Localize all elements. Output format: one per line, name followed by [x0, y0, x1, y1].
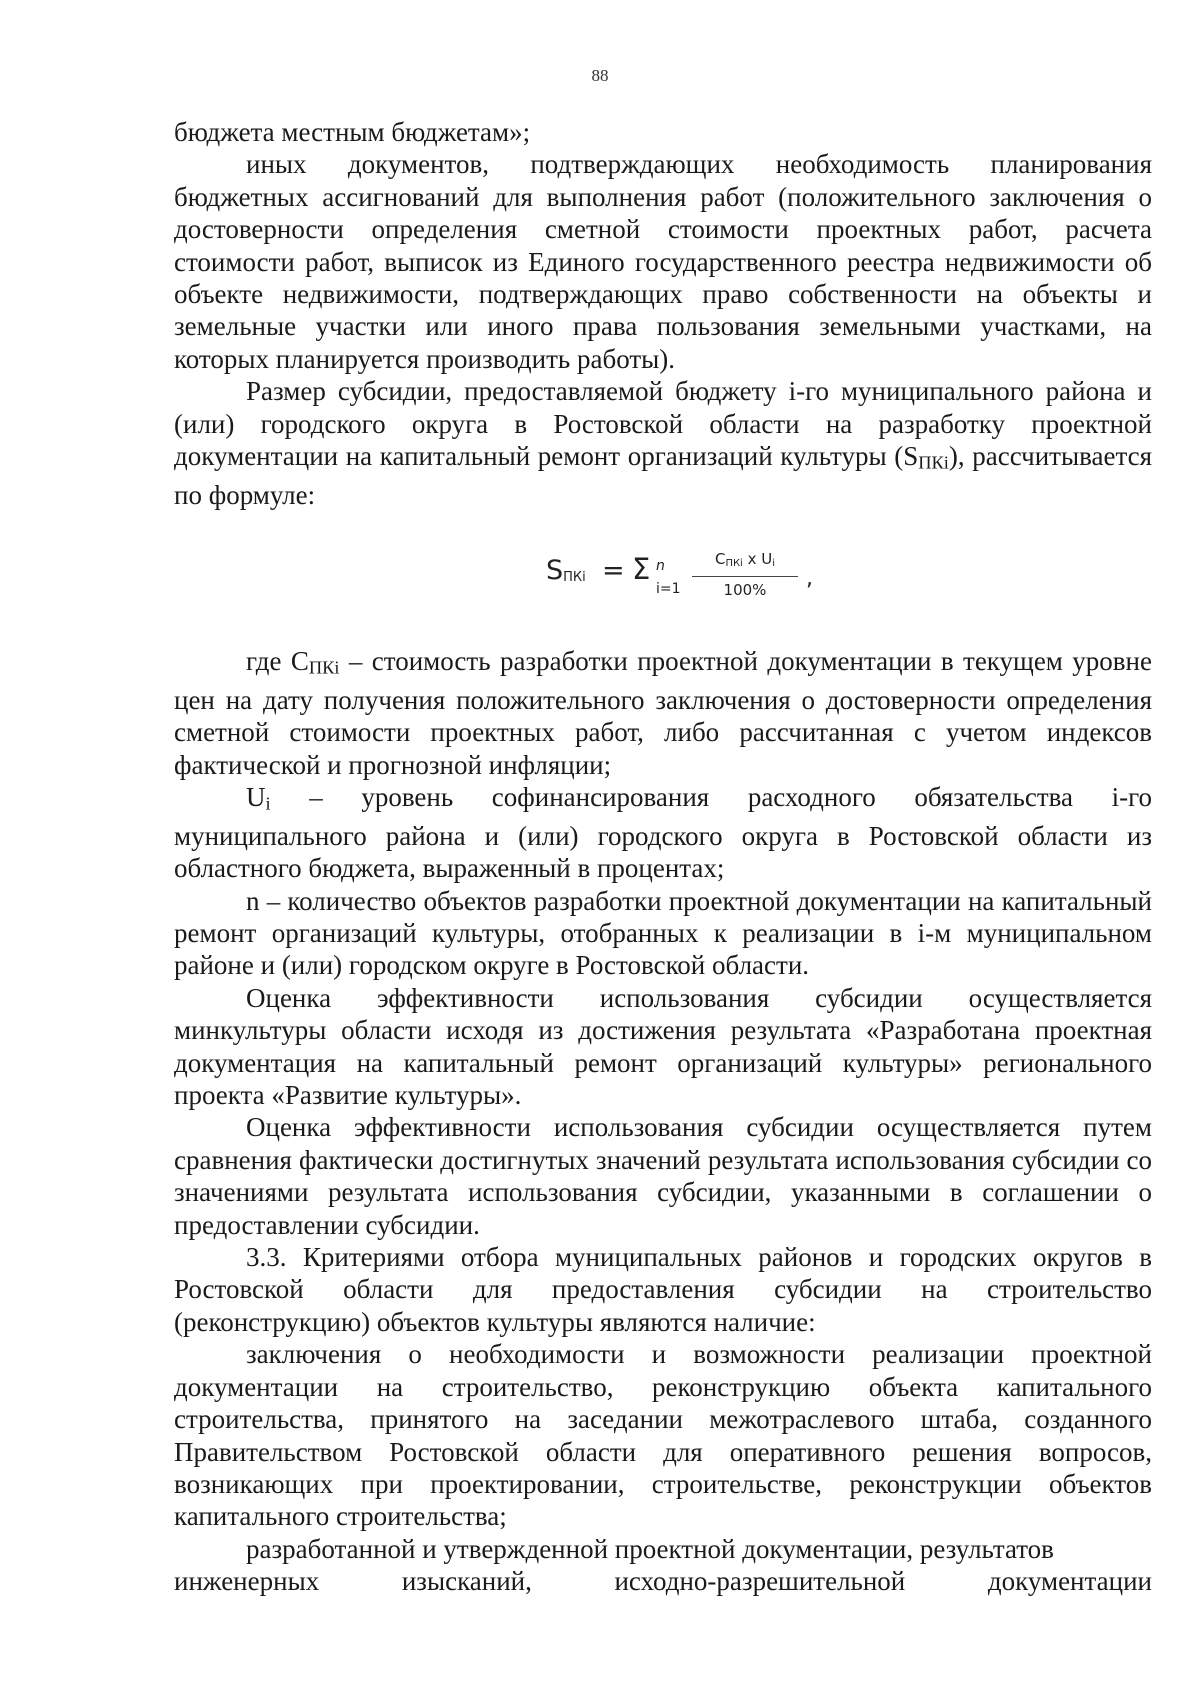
paragraph-evaluation: Оценка эффективности использования субсидии осуществляется минкультуры области исходя из достижения результата «Разработана проектная документация на капитальный ремонт организаций культуры» регионального проекта «Развитие культуры». — [174, 982, 1152, 1111]
formula-sum-sign: Σ — [632, 552, 651, 587]
paragraph-criterion-documentation-line1: разработанной и утвержденной проектной документации, результатов — [246, 1533, 1054, 1564]
paragraph-criterion-documentation-line2: инженерных изысканий, исходно-разрешительной документации — [174, 1566, 1152, 1597]
paragraph-criterion-conclusion: заключения о необходимости и возможности реализации проектной документации на строительство, реконструкцию объекта капитального строительства, принятого на заседании межотраслевого штаба, созданного Правительством Ростовской области для оперативного решения вопросов, возникающих при проектировании, строительстве, реконструкции объектов капитального строительства; — [174, 1339, 1152, 1532]
text-segment: Размер субсидии, предоставляемой бюджету i-го муниципального района и (или) городского округа в Ростовской области на разработку проектной документации на капитальный ремонт организаций культуры (S — [174, 376, 1152, 472]
paragraph-other-documents: иных документов, подтверждающих необходимость планирования бюджетных ассигнований для выполнения работ (положительного заключения о достоверности определения сметной стоимости проектных работ, расчета стоимости работ, выписок из Единого государственного реестра недвижимости об объекте недвижимости, подтверждающих право собственности на объекты и земельные участки или иного права пользования земельными участками, на которых планируется производить работы). — [174, 149, 1152, 374]
paragraph-evaluation-method: Оценка эффективности использования субсидии осуществляется путем сравнения фактически достигнутых значений результата использования субсидии со значениями результата использования субсидии, указанными в соглашении о предоставлении субсидии. — [174, 1112, 1152, 1240]
formula-denominator: 100% — [723, 581, 767, 600]
formula-upper-limit: n — [656, 558, 665, 575]
text-segment: ), рассчитывается по формуле: — [174, 441, 1152, 510]
formula-lhs: SПКi — [546, 555, 586, 587]
document-body — [174, 116, 1152, 1598]
subscript: ПКi — [918, 452, 949, 473]
paragraph-subsidy-size — [174, 375, 1152, 511]
formula-equals: = — [602, 555, 625, 587]
formula-numerator: CПКi x Ui — [714, 550, 776, 570]
paragraph-def-count: n – количество объектов разработки проектной документации на капитальный ремонт организаций культуры, отобранных к реализации в i-м муниципальном районе и (или) городском округе в Ростовской области. — [174, 885, 1152, 981]
paragraph-def-cofinancing: Ui – уровень софинансирования расходного обязательства i-го муниципального района и (или) городского округа в Ростовской области из областного бюджета, выраженный в процентах; — [174, 782, 1152, 884]
paragraph-def-cost: где СПКi – стоимость разработки проектной документации в текущем уровне цен на дату получения положительного заключения о достоверности определения сметной стоимости проектных работ, либо рассчитанная с учетом индексов фактической и прогнозной инфляции; — [174, 646, 1152, 780]
page-number: 88 — [591, 66, 609, 85]
formula-comma: , — [806, 566, 813, 592]
formula-lower-limit: i=1 — [656, 581, 681, 598]
formula-fraction — [692, 549, 798, 601]
formula-block — [174, 511, 1152, 645]
paragraph-continuation: бюджета местным бюджетам»; — [174, 117, 531, 147]
formula-fraction-bar — [692, 576, 798, 577]
paragraph-selection-criteria: 3.3. Критериями отбора муниципальных районов и городских округов в Ростовской области для предоставления субсидии на строительство (реконструкцию) объектов культуры являются наличие: — [174, 1242, 1152, 1337]
